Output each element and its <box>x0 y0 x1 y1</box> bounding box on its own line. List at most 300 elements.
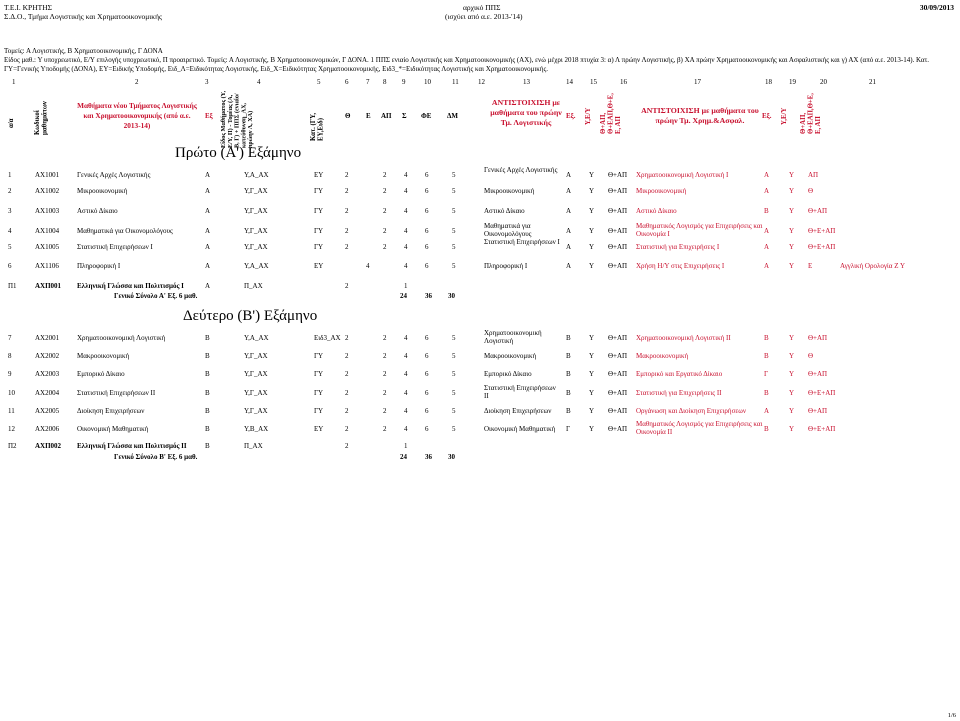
row-antist1-type: Θ+ΑΠ <box>608 207 628 215</box>
row-antist1-y: Υ <box>589 407 595 415</box>
row-antist1-type: Θ+ΑΠ <box>608 370 628 378</box>
row-title: Χρηματοοικονομική Λογιστική <box>77 334 166 342</box>
row-aa: 11 <box>8 407 15 415</box>
row-th: 2 <box>345 334 349 342</box>
row-dm: 5 <box>452 187 456 195</box>
column-number: 14 <box>566 78 573 86</box>
row-antist1-type: Θ+ΑΠ <box>608 227 628 235</box>
row-antist2: Στατιστική για Επιχειρήσεις ΙΙ <box>636 389 722 397</box>
row-s: 4 <box>404 334 408 342</box>
row-aa: 4 <box>8 227 12 235</box>
row-dm: 5 <box>452 352 456 360</box>
row-antist1-ex: Β <box>566 334 571 342</box>
row-ex: Β <box>205 352 210 360</box>
row-extra: Αγγλική Ορολογία Ζ Υ <box>840 262 906 270</box>
total-sem2-fe: 36 <box>425 453 432 461</box>
column-number: 2 <box>135 78 139 86</box>
row-th: 2 <box>345 370 349 378</box>
row-dm: 5 <box>452 425 456 433</box>
row-antist1-type: Θ+ΑΠ <box>608 425 628 433</box>
row-antist2-y: Υ <box>789 227 795 235</box>
row-antist1-y: Υ <box>589 171 595 179</box>
row-antist1: Μαθηματικά για Οικονομολόγους <box>484 222 532 238</box>
col-header-s: Σ <box>402 112 407 120</box>
row-antist2: Εμπορικό και Εργατικό Δίκαιο <box>636 370 723 378</box>
col-header-code: Κωδικοί μαθημάτων <box>34 101 49 135</box>
row-kat: Ειδ3_ΑΧ <box>314 334 341 342</box>
row-antist1-type: Θ+ΑΠ <box>608 334 628 342</box>
row-dm: 5 <box>452 227 456 235</box>
row-ex: Α <box>205 187 211 195</box>
row-antist2-type: Θ <box>808 352 814 360</box>
row-kat: ΓΥ <box>314 227 324 235</box>
header-center-line1: αρχικό ΠΠΣ <box>463 3 501 12</box>
row-antist2: Αστικό Δίκαιο <box>636 207 677 215</box>
row-antist2-type: ΑΠ <box>808 171 819 179</box>
row-kat: ΓΥ <box>314 352 324 360</box>
row-title: Διοίκηση Επιχειρήσεων <box>77 407 145 415</box>
row-antist1-y: Υ <box>589 207 595 215</box>
row-antist1: Στατιστική Επιχειρήσεων ΙΙ <box>484 384 556 400</box>
row-eidos: Υ,Γ_ΑΧ <box>244 370 268 378</box>
row-antist2-ex: Α <box>764 243 770 251</box>
info-line2: Είδος μαθ.: Υ υποχρεωτικό, Ε/Υ επιλογής υποχρεωτικό, Π προαιρετικό. Τομείς: Α Λογιστικής, Β Χρηματοοικονομικών, Γ ΔΟΝΑ. 1 ΠΠΣ ενιαίο Λογιστικής και Χρηματοοικονομικής (ΑΧ), ενώ μέχρι 2018 πτυχία 3: α) Λ πρώην Λογιστικής, β) ΧΑ πρώην Χρηματοοικονομικής και Ασφαλιστικής και γ) ΑΧ (από α.ε. 2013-14). Κατ. <box>4 56 930 64</box>
col-header-th: Θ <box>345 112 351 120</box>
row-kat: ΓΥ <box>314 407 324 415</box>
col-header-antist1: ΑΝΤΙΣΤΟΙΧΙΣΗ με μαθήματα του πρώην Τμ. Λογιστικής <box>490 98 562 127</box>
row-title: Μικροοικονομική <box>77 187 128 195</box>
row-antist1: Διοίκηση Επιχειρήσεων <box>484 407 552 415</box>
row-antist2-y: Υ <box>789 243 795 251</box>
row-eidos: Π_ΑΧ <box>244 282 263 290</box>
row-antist1-ex: Β <box>566 370 571 378</box>
row-antist1-y: Υ <box>589 187 595 195</box>
col-header-kat: Κατ. (ΓΥ, ΕΥ,Ειδ) <box>310 112 325 141</box>
row-title: Οικονομική Μαθηματική <box>77 425 149 433</box>
col-header-aa: α/α <box>8 118 15 128</box>
row-eidos: Υ,Γ_ΑΧ <box>244 227 268 235</box>
row-eidos: Υ,Γ_ΑΧ <box>244 207 268 215</box>
row-eidos: Υ,Γ_ΑΧ <box>244 187 268 195</box>
row-antist1-y: Υ <box>589 389 595 397</box>
row-ex: Α <box>205 171 211 179</box>
row-code: ΑΧ1004 <box>35 227 60 235</box>
row-antist2: Χρηματοοικονομική Λογιστική ΙΙ <box>636 334 731 342</box>
info-line1: Τομείς: Α Λογιστικής, Β Χρηματοοικονομικής, Γ ΔΟΝΑ <box>4 47 163 55</box>
row-title: Μαθηματικά για Οικονομολόγους <box>77 227 173 235</box>
row-s: 4 <box>404 262 408 270</box>
row-ex: Α <box>205 262 211 270</box>
row-eidos: Υ,Γ_ΑΧ <box>244 243 268 251</box>
row-title: Ελληνική Γλώσσα και Πολιτισμός Ι <box>77 282 184 290</box>
row-antist2-ex: Α <box>764 227 770 235</box>
column-number: 8 <box>383 78 387 86</box>
col-header-ap: ΑΠ <box>381 112 392 120</box>
row-ex: Β <box>205 425 210 433</box>
column-number: 20 <box>820 78 827 86</box>
column-number: 13 <box>523 78 530 86</box>
row-antist1: Μικροοικονομική <box>484 187 535 195</box>
row-code: ΑΧ1003 <box>35 207 60 215</box>
row-antist2-type: Θ <box>808 187 814 195</box>
row-antist1: Πληροφορική Ι <box>484 262 528 270</box>
col-header-e: Ε <box>366 112 371 120</box>
row-e: 4 <box>366 262 370 270</box>
col-header-thap3: Θ+ΑΠ, Θ+ΕΑΠ,Θ+Ε, Ε, ΑΠ <box>800 93 822 134</box>
row-title: Μακροοικονομική <box>77 352 130 360</box>
row-antist2-type: Θ+ΑΠ <box>808 207 828 215</box>
total-sem1-label: Γενικό Σύνολο Α' Εξ. 6 μαθ. <box>114 292 198 300</box>
row-antist2-ex: Β <box>764 425 769 433</box>
column-number: 6 <box>345 78 349 86</box>
row-antist1-y: Υ <box>589 352 595 360</box>
column-number: 12 <box>478 78 485 86</box>
row-antist1-ex: Β <box>566 389 571 397</box>
row-th: 2 <box>345 425 349 433</box>
row-th: 2 <box>345 442 349 450</box>
row-code: ΑΧΠ002 <box>35 442 62 450</box>
row-ex: Α <box>205 227 211 235</box>
row-s: 1 <box>404 442 408 450</box>
row-aa: 7 <box>8 334 12 342</box>
row-dm: 5 <box>452 171 456 179</box>
semester-2-title: Δεύτερο (Β') Εξάμηνο <box>183 308 318 324</box>
row-ex: Β <box>205 334 210 342</box>
row-antist1-ex: Α <box>566 171 572 179</box>
row-antist2-y: Υ <box>789 370 795 378</box>
row-aa: Π1 <box>8 282 17 290</box>
row-fe: 6 <box>425 389 429 397</box>
row-s: 1 <box>404 282 408 290</box>
row-code: ΑΧ1005 <box>35 243 60 251</box>
row-ap: 2 <box>383 227 387 235</box>
row-antist1-ex: Α <box>566 207 572 215</box>
header-left-line1: Τ.Ε.Ι. ΚΡΗΤΗΣ <box>4 3 52 12</box>
row-antist1: Αστικό Δίκαιο <box>484 207 525 215</box>
row-eidos: Υ,Γ_ΑΧ <box>244 352 268 360</box>
row-ap: 2 <box>383 352 387 360</box>
row-antist2: Μαθηματικός Λογισμός για Επιχειρήσεις και Οικονομία ΙΙ <box>636 420 763 436</box>
row-kat: ΓΥ <box>314 389 324 397</box>
row-code: ΑΧ2001 <box>35 334 60 342</box>
column-number: 10 <box>424 78 431 86</box>
row-code: ΑΧ1106 <box>35 262 59 270</box>
row-ap: 2 <box>383 389 387 397</box>
row-aa: 2 <box>8 187 12 195</box>
col-header-ye3: Υ,Ε/Υ <box>781 107 788 125</box>
row-eidos: Υ,Α_ΑΧ <box>244 262 269 270</box>
row-antist2-y: Υ <box>789 425 795 433</box>
col-header-ye2: Υ,Ε/Υ <box>585 107 592 125</box>
row-kat: ΕΥ <box>314 425 324 433</box>
row-antist2-type: Θ+ΑΠ <box>808 407 828 415</box>
row-antist1: Μακροοικονομική <box>484 352 537 360</box>
row-antist1-ex: Α <box>566 227 572 235</box>
row-antist1: Γενικές Αρχές Λογιστικής <box>484 166 558 174</box>
row-antist2-y: Υ <box>789 171 795 179</box>
row-antist2-y: Υ <box>789 407 795 415</box>
row-s: 4 <box>404 207 408 215</box>
row-antist2-type: Θ+Ε+ΑΠ <box>808 243 836 251</box>
row-ap: 2 <box>383 187 387 195</box>
row-fe: 6 <box>425 227 429 235</box>
row-ap: 2 <box>383 370 387 378</box>
row-antist1-y: Υ <box>589 262 595 270</box>
row-s: 4 <box>404 187 408 195</box>
column-number: 18 <box>765 78 772 86</box>
row-antist1-type: Θ+ΑΠ <box>608 187 628 195</box>
col-header-title: Μαθήματα νέου Τμήματος Λογιστικής και Χρηματοοικονομικής (από α.ε. 2013-14) <box>77 101 197 130</box>
row-s: 4 <box>404 407 408 415</box>
total-sem2-dm: 30 <box>448 453 455 461</box>
row-antist1-ex: Α <box>566 243 572 251</box>
row-kat: ΓΥ <box>314 207 324 215</box>
row-kat: ΕΥ <box>314 262 324 270</box>
row-fe: 6 <box>425 334 429 342</box>
row-title: Στατιστική Επιχειρήσεων Ι <box>77 243 153 251</box>
row-antist1-ex: Β <box>566 352 571 360</box>
row-antist2: Χρηματοοικονομική Λογιστική Ι <box>636 171 729 179</box>
row-antist2: Χρήση Η/Υ στις Επιχειρήσεις Ι <box>636 262 725 270</box>
col-header-ex2: Εξ. <box>566 112 576 120</box>
col-header-thap2: Θ+ΑΠ, Θ+ΕΑΠ,Θ+Ε, Ε, ΑΠ <box>600 93 622 134</box>
row-code: ΑΧ2004 <box>35 389 60 397</box>
row-fe: 6 <box>425 171 429 179</box>
row-antist1-type: Θ+ΑΠ <box>608 407 628 415</box>
row-s: 4 <box>404 352 408 360</box>
row-antist2-ex: Α <box>764 262 770 270</box>
row-antist2-type: Θ+ΑΠ <box>808 334 828 342</box>
row-antist1-y: Υ <box>589 425 595 433</box>
row-s: 4 <box>404 425 408 433</box>
row-antist2-type: Θ+ΑΠ <box>808 370 828 378</box>
row-antist2: Μαθηματικός Λογισμός για Επιχειρήσεις και Οικονομία Ι <box>636 222 763 238</box>
row-ap: 2 <box>383 243 387 251</box>
semester-1-title: Πρώτο (Α') Εξάμηνο <box>175 145 302 161</box>
column-number: 19 <box>789 78 796 86</box>
row-dm: 5 <box>452 243 456 251</box>
row-antist1-y: Υ <box>589 370 595 378</box>
row-antist1-ex: Α <box>566 262 572 270</box>
row-antist1-type: Θ+ΑΠ <box>608 262 628 270</box>
row-aa: 9 <box>8 370 12 378</box>
row-dm: 5 <box>452 407 456 415</box>
row-s: 4 <box>404 389 408 397</box>
row-antist2: Οργάνωση και Διοίκηση Επιχειρήσεων <box>636 407 747 415</box>
row-th: 2 <box>345 207 349 215</box>
col-header-fe: ΦΕ <box>421 112 432 120</box>
row-antist1: Στατιστική Επιχειρήσεων Ι <box>484 238 560 246</box>
row-fe: 6 <box>425 262 429 270</box>
row-dm: 5 <box>452 370 456 378</box>
row-antist1-ex: Α <box>566 187 572 195</box>
row-antist2-y: Υ <box>789 207 795 215</box>
row-title: Ελληνική Γλώσσα και Πολιτισμός ΙΙ <box>77 442 187 450</box>
row-aa: 6 <box>8 262 12 270</box>
row-th: 2 <box>345 282 349 290</box>
column-number: 4 <box>257 78 261 86</box>
row-aa: 1 <box>8 171 12 179</box>
row-antist2-type: Ε <box>808 262 813 270</box>
row-dm: 5 <box>452 207 456 215</box>
row-fe: 6 <box>425 187 429 195</box>
row-ex: Β <box>205 407 210 415</box>
row-antist2-y: Υ <box>789 352 795 360</box>
row-antist1-y: Υ <box>589 227 595 235</box>
row-antist2-ex: Α <box>764 187 770 195</box>
row-antist2: Μακροοικονομική <box>636 352 689 360</box>
row-aa: 12 <box>8 425 15 433</box>
row-s: 4 <box>404 171 408 179</box>
col-header-antist2: ΑΝΤΙΣΤΟΙΧΙΣΗ με μαθήματα του πρώην Τμ. Χρημ.&Ασφαλ. <box>641 106 759 125</box>
column-number: 11 <box>452 78 459 86</box>
row-antist2-ex: Β <box>764 389 769 397</box>
row-eidos: Υ,Γ_ΑΧ <box>244 407 268 415</box>
row-antist2-ex: Γ <box>764 370 769 378</box>
total-sem1-dm: 30 <box>448 292 455 300</box>
row-antist2-type: Θ+Ε+ΑΠ <box>808 425 836 433</box>
column-number: 17 <box>694 78 701 86</box>
row-antist1-ex: Γ <box>566 425 571 433</box>
row-dm: 5 <box>452 389 456 397</box>
row-ap: 2 <box>383 171 387 179</box>
column-number: 9 <box>402 78 406 86</box>
row-th: 2 <box>345 352 349 360</box>
header-center-line2: (ισχύει από α.ε. 2013-'14) <box>445 12 523 21</box>
row-th: 2 <box>345 243 349 251</box>
column-number: 16 <box>620 78 627 86</box>
total-sem2-label: Γενικό Σύνολο Β' Εξ. 6 μαθ. <box>114 453 198 461</box>
row-antist1-y: Υ <box>589 243 595 251</box>
column-number: 21 <box>869 78 876 86</box>
row-antist2: Μικροοικονομική <box>636 187 687 195</box>
row-eidos: Υ,Β_ΑΧ <box>244 425 269 433</box>
row-th: 2 <box>345 407 349 415</box>
row-eidos: Υ,Α_ΑΧ <box>244 334 269 342</box>
total-sem1-fe: 36 <box>425 292 432 300</box>
column-number: 15 <box>590 78 597 86</box>
row-ap: 2 <box>383 207 387 215</box>
row-eidos: Υ,Α_ΑΧ <box>244 171 269 179</box>
row-antist1: Εμπορικό Δίκαιο <box>484 370 532 378</box>
row-dm: 5 <box>452 334 456 342</box>
row-ex: Α <box>205 207 211 215</box>
row-antist1-ex: Β <box>566 407 571 415</box>
row-ap: 2 <box>383 425 387 433</box>
row-aa: 8 <box>8 352 12 360</box>
row-eidos: Υ,Γ_ΑΧ <box>244 389 268 397</box>
row-aa: 3 <box>8 207 12 215</box>
col-header-eidos: Είδος Μαθήματος (Υ, Ε/Υ, Π) - Τομέας (Α, Β, Γ) + ΠΠΣ (ενιαίο/ κατεύθυνση_ΑΧ, πρώην Λ, ΧΑ) <box>220 90 255 148</box>
row-antist1-y: Υ <box>589 334 595 342</box>
row-ap: 2 <box>383 334 387 342</box>
row-fe: 6 <box>425 207 429 215</box>
row-ex: Β <box>205 389 210 397</box>
page-number: 1/6 <box>947 712 956 719</box>
row-antist1-type: Θ+ΑΠ <box>608 171 628 179</box>
row-kat: ΓΥ <box>314 243 324 251</box>
row-code: ΑΧ1001 <box>35 171 60 179</box>
row-code: ΑΧ2005 <box>35 407 60 415</box>
header-date: 30/09/2013 <box>919 3 954 12</box>
total-sem2-s: 24 <box>400 453 407 461</box>
row-ap: 2 <box>383 407 387 415</box>
row-fe: 6 <box>425 352 429 360</box>
row-title: Αστικό Δίκαιο <box>77 207 118 215</box>
row-dm: 5 <box>452 262 456 270</box>
row-fe: 6 <box>425 370 429 378</box>
row-code: ΑΧ2002 <box>35 352 60 360</box>
row-antist1-type: Θ+ΑΠ <box>608 243 628 251</box>
row-antist1-type: Θ+ΑΠ <box>608 389 628 397</box>
row-aa: 10 <box>8 389 15 397</box>
row-code: ΑΧ2006 <box>35 425 60 433</box>
row-th: 2 <box>345 389 349 397</box>
column-number: 1 <box>12 78 16 86</box>
row-eidos: Π_ΑΧ <box>244 442 263 450</box>
row-s: 4 <box>404 243 408 251</box>
column-number: 3 <box>205 78 209 86</box>
row-antist1-type: Θ+ΑΠ <box>608 352 628 360</box>
row-title: Στατιστική Επιχειρήσεων ΙΙ <box>77 389 156 397</box>
row-ex: Α <box>205 243 211 251</box>
row-antist1: Χρηματοοικονομική Λογιστική <box>484 329 542 345</box>
row-antist1: Οικονομική Μαθηματική <box>484 425 556 433</box>
col-header-dm: ΔΜ <box>447 112 458 120</box>
row-th: 2 <box>345 171 349 179</box>
row-kat: ΓΥ <box>314 370 324 378</box>
row-title: Πληροφορική Ι <box>77 262 121 270</box>
row-kat: ΕΥ <box>314 171 324 179</box>
row-antist2-ex: Α <box>764 407 770 415</box>
info-line3: ΓΥ=Γενικής Υποδομής (ΔΟΝΑ), ΕΥ=Ειδικής Υποδομής, Ειδ_Λ=Ειδικότητας Λογιστικής, Ειδ_Χ=Ειδικότητας Χρηματοοικονομικής, Ειδ3_*=Ειδικότητας Λογιστικής και Χρηματοοικονομικής. <box>4 65 549 73</box>
row-antist2-y: Υ <box>789 262 795 270</box>
row-antist2-ex: Α <box>764 171 770 179</box>
row-code: ΑΧ2003 <box>35 370 60 378</box>
row-kat: ΓΥ <box>314 187 324 195</box>
row-antist2-y: Υ <box>789 389 795 397</box>
row-s: 4 <box>404 370 408 378</box>
row-code: ΑΧ1002 <box>35 187 60 195</box>
row-title: Γενικές Αρχές Λογιστικής <box>77 171 151 179</box>
row-antist2-ex: Β <box>764 352 769 360</box>
row-th: 2 <box>345 187 349 195</box>
row-aa: Π2 <box>8 442 17 450</box>
row-fe: 6 <box>425 243 429 251</box>
row-ex: Α <box>205 282 211 290</box>
row-antist2-y: Υ <box>789 334 795 342</box>
row-fe: 6 <box>425 407 429 415</box>
col-header-ex: Εξ <box>205 112 213 120</box>
row-th: 2 <box>345 227 349 235</box>
col-header-ex3: Εξ. <box>762 112 772 120</box>
row-ex: Β <box>205 442 210 450</box>
row-antist2-ex: Β <box>764 334 769 342</box>
row-antist2: Στατιστική για Επιχειρήσεις Ι <box>636 243 720 251</box>
total-sem1-s: 24 <box>400 292 407 300</box>
row-antist2-ex: Β <box>764 207 769 215</box>
header-left-line2: Σ.Δ.Ο., Τμήμα Λογιστικής και Χρηματοοικονομικής <box>4 12 162 21</box>
row-aa: 5 <box>8 243 12 251</box>
row-title: Εμπορικό Δίκαιο <box>77 370 125 378</box>
row-s: 4 <box>404 227 408 235</box>
column-number: 7 <box>366 78 370 86</box>
row-ex: Β <box>205 370 210 378</box>
row-antist2-y: Υ <box>789 187 795 195</box>
row-fe: 6 <box>425 425 429 433</box>
row-antist2-type: Θ+Ε+ΑΠ <box>808 389 836 397</box>
column-number: 5 <box>317 78 321 86</box>
